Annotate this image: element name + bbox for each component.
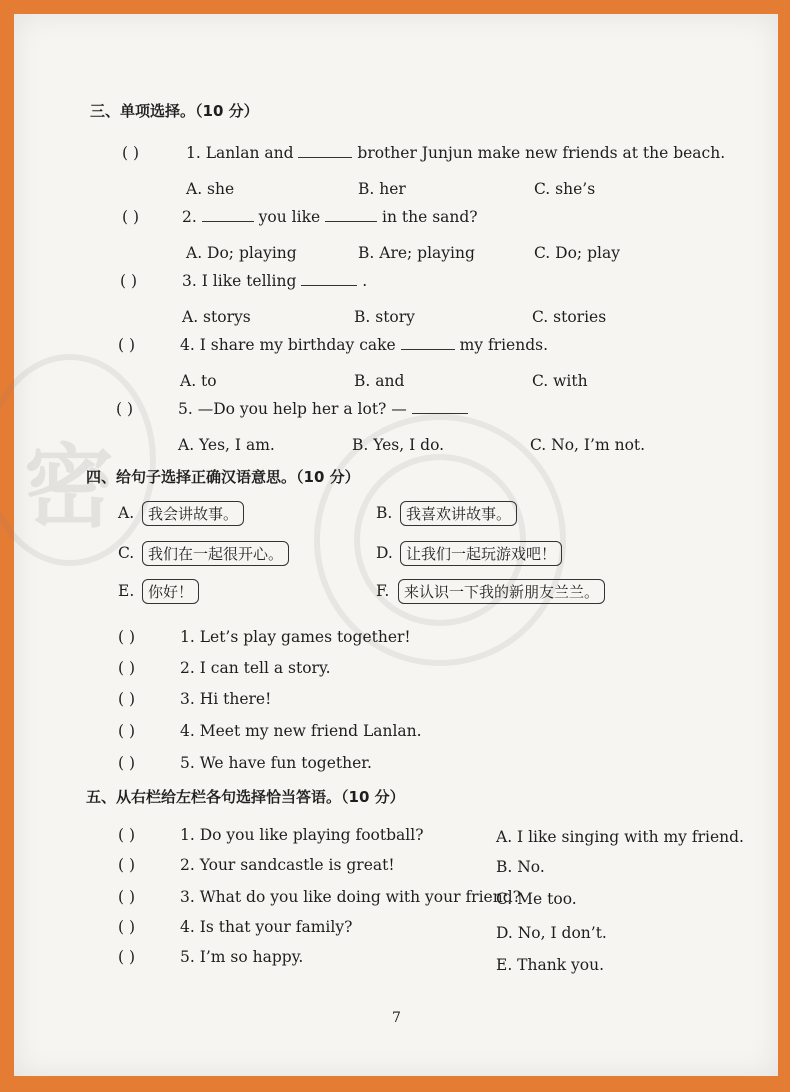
- answer-paren[interactable]: ( ): [118, 888, 136, 906]
- choice-label-f: F.: [376, 582, 390, 600]
- choice-box-f: 来认识一下我的新朋友兰兰。: [398, 579, 605, 604]
- question-sentence: We have fun together.: [199, 754, 372, 772]
- option-c: C. with: [532, 372, 588, 390]
- choice-box-b: 我喜欢讲故事。: [400, 501, 517, 526]
- answer-option-d: D. No, I don’t.: [496, 924, 607, 942]
- page-number: 7: [392, 1010, 401, 1026]
- question-number: 2.: [180, 856, 195, 874]
- question-number: 5.: [178, 400, 193, 418]
- question-sentence: Is that your family?: [199, 918, 353, 936]
- option-a: A. storys: [182, 308, 251, 326]
- answer-paren[interactable]: ( ): [118, 722, 136, 740]
- fill-blank[interactable]: [298, 157, 352, 158]
- choice-box-a: 我会讲故事。: [142, 501, 244, 526]
- question-text: [182, 208, 478, 226]
- question-number: 5.: [180, 948, 195, 966]
- section-3-heading: 三、单项选择。（10 分）: [90, 102, 259, 120]
- section-4-heading: 四、给句子选择正确汉语意思。（10 分）: [86, 468, 360, 486]
- question-sentence: Hi there!: [199, 690, 272, 708]
- question-number: 4.: [180, 722, 195, 740]
- question-text: [180, 690, 271, 708]
- answer-paren[interactable]: ( ): [118, 948, 136, 966]
- answer-option-c: C. Me too.: [496, 890, 577, 908]
- question-text: [180, 722, 422, 740]
- question-pre: Lanlan and: [205, 144, 294, 162]
- question-post: my friends.: [459, 336, 549, 354]
- option-b: B. story: [354, 308, 415, 326]
- question-text: [180, 628, 411, 646]
- answer-paren[interactable]: ( ): [118, 659, 136, 677]
- option-a: A. Do; playing: [186, 244, 297, 262]
- question-mid: you like: [258, 208, 321, 226]
- choice-box-e: 你好！: [142, 579, 199, 604]
- question-text: [180, 888, 521, 906]
- answer-paren[interactable]: ( ): [118, 336, 136, 354]
- option-c: C. Do; play: [534, 244, 620, 262]
- answer-paren[interactable]: ( ): [122, 208, 140, 226]
- question-number: 4.: [180, 918, 195, 936]
- question-text: [186, 144, 725, 162]
- worksheet-page: [14, 14, 778, 1076]
- question-post: in the sand?: [382, 208, 478, 226]
- question-sentence: Your sandcastle is great!: [199, 856, 395, 874]
- question-text: [180, 856, 395, 874]
- question-sentence: Do you like playing football?: [199, 826, 424, 844]
- fill-blank[interactable]: [301, 285, 357, 286]
- choice-label-e: E.: [118, 582, 135, 600]
- question-text: [178, 400, 468, 418]
- answer-paren[interactable]: ( ): [118, 826, 136, 844]
- answer-paren[interactable]: ( ): [118, 690, 136, 708]
- question-sentence: Meet my new friend Lanlan.: [199, 722, 422, 740]
- section-5-heading: 五、从右栏给左栏各句选择恰当答语。（10 分）: [86, 788, 405, 806]
- question-number: 1.: [180, 826, 195, 844]
- choice-label-d: D.: [376, 544, 393, 562]
- answer-paren[interactable]: ( ): [120, 272, 138, 290]
- question-sentence: Let’s play games together!: [199, 628, 411, 646]
- question-number: 1.: [186, 144, 201, 162]
- answer-option-b: B. No.: [496, 858, 545, 876]
- answer-paren[interactable]: ( ): [118, 754, 136, 772]
- option-b: B. Yes, I do.: [352, 436, 445, 454]
- option-c: C. No, I’m not.: [530, 436, 646, 454]
- option-b: B. Are; playing: [358, 244, 475, 262]
- answer-paren[interactable]: ( ): [118, 628, 136, 646]
- question-text: [182, 272, 367, 290]
- choice-box-d: 让我们一起玩游戏吧！: [400, 541, 562, 566]
- answer-paren[interactable]: ( ): [122, 144, 140, 162]
- option-b: B. her: [358, 180, 406, 198]
- question-post: .: [362, 272, 368, 290]
- choice-box-c: 我们在一起很开心。: [142, 541, 289, 566]
- question-number: 3.: [180, 888, 195, 906]
- question-number: 3.: [182, 272, 197, 290]
- question-number: 4.: [180, 336, 195, 354]
- choice-label-b: B.: [376, 504, 393, 522]
- fill-blank[interactable]: [202, 221, 254, 222]
- answer-paren[interactable]: ( ): [118, 918, 136, 936]
- question-text: [180, 826, 424, 844]
- question-text: [180, 336, 548, 354]
- answer-option-a: A. I like singing with my friend.: [496, 828, 744, 846]
- answer-paren[interactable]: ( ): [116, 400, 134, 418]
- fill-blank[interactable]: [401, 349, 455, 350]
- answer-option-e: E. Thank you.: [496, 956, 605, 974]
- option-c: C. stories: [532, 308, 607, 326]
- choice-label-a: A.: [118, 504, 135, 522]
- fill-blank[interactable]: [325, 221, 377, 222]
- question-text: [180, 918, 352, 936]
- option-a: A. Yes, I am.: [178, 436, 275, 454]
- option-c: C. she’s: [534, 180, 596, 198]
- question-sentence: I’m so happy.: [199, 948, 304, 966]
- option-b: B. and: [354, 372, 405, 390]
- question-text: [180, 659, 331, 677]
- question-number: 1.: [180, 628, 195, 646]
- question-pre: —Do you help her a lot? —: [197, 400, 407, 418]
- question-sentence: What do you like doing with your friend?: [199, 888, 521, 906]
- question-pre: I like telling: [201, 272, 297, 290]
- fill-blank[interactable]: [412, 413, 468, 414]
- question-text: [180, 754, 372, 772]
- question-number: 2.: [182, 208, 197, 226]
- question-post: brother Junjun make new friends at the beach.: [357, 144, 726, 162]
- choice-label-c: C.: [118, 544, 135, 562]
- watermark-glyph-left: 密: [24, 435, 114, 540]
- question-number: 3.: [180, 690, 195, 708]
- option-a: A. to: [180, 372, 217, 390]
- question-number: 5.: [180, 754, 195, 772]
- question-number: 2.: [180, 659, 195, 677]
- question-sentence: I can tell a story.: [199, 659, 331, 677]
- question-text: [180, 948, 303, 966]
- answer-paren[interactable]: ( ): [118, 856, 136, 874]
- question-pre: I share my birthday cake: [199, 336, 396, 354]
- option-a: A. she: [186, 180, 235, 198]
